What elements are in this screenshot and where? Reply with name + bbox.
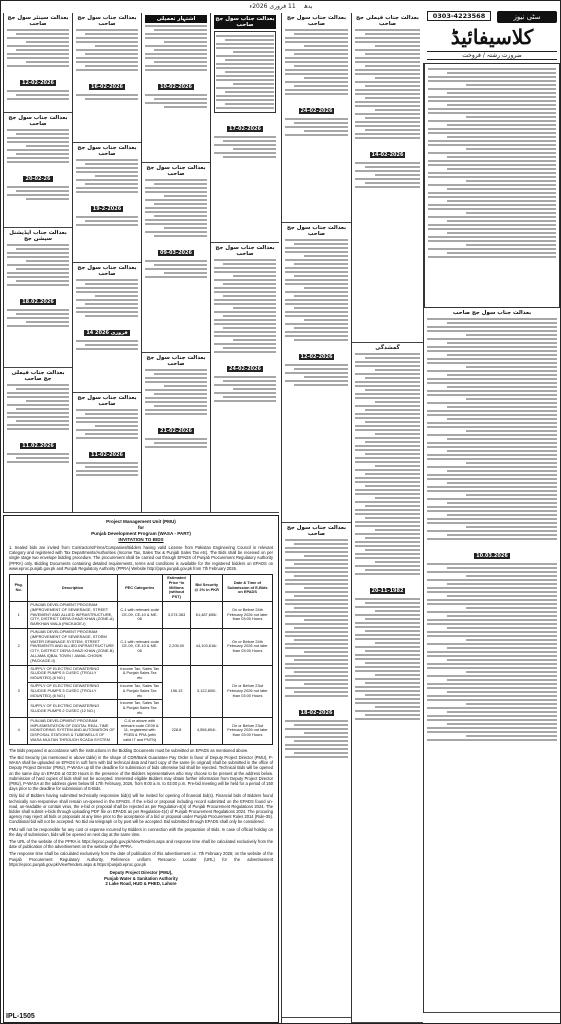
tender-paragraph: Only bid of Bidders having submitted technically responsive bid(s) will be invited for opening of financial bid(s). Financial bids of Bidders found technically non-responsive shall remain un-opened in the EPADS. If the e-bid or proposal including record submitted on the EPADS found un-read, un-readable or contain virus, the e-bid or proposal shall be rejected as per Regulation-4(4) of Punjab Procurement Regulations 2024. The bidder shall submit e-bids through uploading PDF file on EPADS as per Regulation-4(4) of Punjab Procurement Regulations 2024. The procuring agency may reject all bids or proposals at any time prior to the acceptance of a bid or proposal under Punjab Procurement Rules 2014 (Rule-35). Conditional bid will not be accepted. No Bid via telegraph or by post will be accepted. Bid submitted through EPADS shall only be considered.	[9, 793, 273, 825]
notice-column-1	[3, 13, 72, 513]
tender-col-header: Bid Security @ 2% in PKR	[191, 575, 223, 602]
notice-heading: بعدالت جناب سول جج صاحب	[215, 245, 275, 257]
notice-date: 24-02-2026	[300, 108, 333, 114]
tender-col-header: Description	[28, 575, 117, 602]
notice-date: 12-02-2026	[22, 80, 54, 86]
notice	[424, 308, 560, 1013]
notice-date: 14-02-2026	[371, 152, 404, 158]
notice-heading: بعدالت جناب سول جج صاحب	[77, 395, 137, 407]
notice-date: 14 فروری 2026	[86, 330, 128, 336]
table-cell: 4	[10, 717, 28, 744]
notice-date: 20-02-26	[25, 176, 51, 182]
notice-heading: بعدالت جناب سول جج صاحب	[77, 265, 137, 277]
tender-program: Punjab Development Program (WASA - PART)	[91, 531, 191, 536]
notice-heading: بعدالت جناب فیملی جج صاحب	[11, 370, 65, 382]
tender-col-header: Pkg. No.	[10, 575, 28, 602]
table-cell: C-6 or above with relevant code CE09 & 11, registered with PSEB & PRA (with valid IT and PNTN)	[117, 717, 162, 744]
notice	[4, 228, 72, 368]
tender-col-header: PEC Categories	[117, 575, 162, 602]
notice	[73, 143, 141, 263]
notice-heading: اشتہار تعمیلی	[145, 15, 207, 23]
notice-heading: بعدالت جناب سول جج صاحب	[215, 16, 275, 28]
notice-date: 20-11-1982	[371, 588, 404, 594]
day-text: بدھ	[303, 3, 313, 10]
classified-masthead	[425, 11, 559, 61]
notice-heading: بعدالت جناب سول جج صاحب	[286, 15, 347, 27]
notice	[4, 13, 72, 113]
notice	[211, 13, 279, 243]
notice-date: 11.02.2026	[22, 443, 54, 449]
table-cell: Income Tax, Sales Tax & Punjab Sales Tax etc	[117, 682, 162, 699]
notice-date: 24-02-2026	[229, 366, 261, 372]
notice	[73, 13, 141, 143]
tender-notice	[3, 515, 279, 1023]
table-cell: 2,205.00	[162, 628, 191, 665]
notice	[142, 163, 210, 353]
table-cell: SUPPLY OF ELECTRIC DEWATERING SLUDGE PUMPS 2 CUSEC (12 NO.)	[28, 700, 117, 717]
notice	[73, 263, 141, 393]
classified-title: کلاسیفائیڈ	[450, 25, 534, 49]
notice	[282, 13, 351, 223]
tender-paragraph: The response time shall be calculated exclusively from the date of publication of this advertisement i.e. 7th February 2026; on the website of the Punjab Procurement Regulatory Authority, Reference uniform Resource Locator (URL) for the advertisement https://eproc.punjab.gov.pk/ViewTenders.aspx & https://punjab.eproc.gov.pk	[9, 851, 273, 867]
table-cell: On or Before 23rd February 2026 not later than 03:00 Hours	[223, 717, 273, 744]
notice	[282, 223, 351, 523]
classified-strip: ضرورت رشتہ / فروخت	[427, 51, 557, 60]
notice-heading: بعدالت جناب فیملی جج صاحب	[356, 15, 419, 27]
notice-column-3	[141, 13, 210, 513]
signature-line: Deputy Project Director (PMU),	[109, 869, 173, 875]
notice-column-6	[351, 13, 423, 1023]
notice-date: 21-02-2026	[160, 428, 192, 434]
classified-badge: سٹی نیوز	[497, 11, 557, 23]
notice	[4, 113, 72, 228]
table-cell: 3,074.383	[162, 602, 191, 629]
table-cell: Income Tax, Sales Tax & Punjab Sales Tax etc	[117, 665, 162, 682]
tender-intro: 1. Sealed bids are invited from Contractors/Firms/Companies/Bidders having valid License from Pakistan Engineering Council in relevant Category and registered with Tax Departments/Authorities (Income Tax, Sales Tax & Punjab Sales Tax etc). The Bids shall be received on per single stage two envelope bidding procedure. The procurement shall be carried out through EPADS of Punjab Procurement Regulatory Authority (PPRA) only. Bidding Documents containing detailed requirements, terms and conditions is available for the registered bidders on EPADS on www.eproc.punjab.gov.pk and Punjab Regulatory Authority (PPRA) Website http://ppra.punjab.gov.pk from 7th February 2026.	[9, 545, 273, 571]
ipl-code: IPL-1505	[6, 1013, 35, 1020]
notice-date: 18-02-2026	[300, 710, 333, 716]
classified-ad	[424, 63, 560, 308]
table-cell: PUNJAB DEVELOPMENT PROGRAM (IMPROVEMENT OF SEWERAGE, STREET PAVEMENT AND ALLIED INFRASTRUCTURE, CITY, DISTRICT DERA GHAZI KHAN (ZONE-A) BARKHAN WALA (PACKAGE-I)	[28, 602, 117, 629]
notice-date: 19-2-2026	[92, 206, 122, 212]
table-cell: 228.8	[162, 717, 191, 744]
tender-signature	[9, 870, 273, 887]
table-cell: 3	[10, 665, 28, 717]
table-cell: 156.13	[162, 665, 191, 717]
notice-column-2	[72, 13, 141, 513]
signature-line: Punjab Water & Sanitation Authority	[104, 875, 178, 881]
tender-table-header	[10, 575, 273, 602]
notice-date: 16-02-2026	[91, 84, 123, 90]
notice-heading: بعدالت جناب ایڈیشنل سیشن جج	[9, 230, 67, 242]
table-row	[10, 628, 273, 665]
tender-col-header: Date & Time of Submission of E-Bids on EPADS	[223, 575, 273, 602]
table-cell: 4,556,804/-	[191, 717, 223, 744]
notice	[73, 393, 141, 513]
classified-phone: 0303-4223568	[427, 11, 491, 21]
notice-date: 17-02-2026	[229, 126, 261, 132]
notice-heading: بعدالت جناب سول جج صاحب	[77, 145, 137, 157]
date-text: 11 فروری 2026ء	[249, 3, 296, 10]
notice-heading: بعدالت جناب سول جج صاحب	[146, 355, 206, 367]
signature-line: 2 Lake Road, HUD & PHED, Lahore	[105, 881, 177, 887]
notice-heading: بعدالت جناب سول جج صاحب	[452, 310, 532, 316]
dateline	[151, 3, 411, 13]
notice	[211, 243, 279, 513]
notice-date: 18.02.2026	[22, 299, 54, 305]
notice	[282, 523, 351, 1018]
table-cell: On or Before 24th February 2026 not later than 03:00 Hours	[223, 602, 273, 629]
table-cell: C-1 with relevant code CE-09, CE-10 & ME-06	[117, 628, 162, 665]
notice	[142, 353, 210, 513]
notice-heading: بعدالت جناب سول جج صاحب	[146, 165, 206, 177]
notice-column-4	[210, 13, 279, 513]
tender-paragraph: PMU will not be responsible for any cost or expense incurred by Bidders in connection with the preparation of Bids. In case of official holiday on the day of submission, bids will be opened on next day at the same time.	[9, 826, 273, 837]
tender-paragraph: The Bids prepared in accordance with the instructions in the Bidding Documents must be submitted on EPADS as mentioned above.	[9, 747, 249, 753]
table-cell: 61,487,655/-	[191, 602, 223, 629]
notice-heading: بعدالت جناب سول جج صاحب	[77, 15, 137, 27]
table-cell: PUNJAB DEVELOPMENT PROGRAM IMPLEMENTATION OF DIGITAL REAL-TIME MONITORING SYSTEM AND AUTOMATION OF DISPOSAL STATIONS & TUBEWELLS OF WASA MULTAN THROUGH SCADA SYSTEM	[28, 717, 117, 744]
table-cell: C-1 with relevant code CE-09, CE-10 & ME-06	[117, 602, 162, 629]
table-cell: On or Before 23rd February 2026 not later than 03:00 Hours	[223, 665, 273, 717]
notice-date: 09-03-2026	[160, 250, 192, 256]
table-row	[10, 665, 273, 682]
tender-for: for	[137, 525, 145, 530]
notice	[142, 13, 210, 163]
classified-column	[423, 63, 560, 1013]
notice-column-5	[281, 13, 351, 1023]
tender-unit: Project Management Unit (PMU)	[106, 519, 176, 524]
notice-date: 11-02-2026	[91, 452, 123, 458]
table-cell: 44,103,616/-	[191, 628, 223, 665]
table-cell: On or Before 24th February 2026 not later than 03:00 Hours	[223, 628, 273, 665]
table-cell: Income Tax, Sales Tax & Punjab Sales Tax etc	[117, 700, 162, 717]
notice-date: 10-02-2026	[160, 84, 192, 90]
tender-paragraph: The URL of the website of the PPRA is https://eproc.punjab.gov.pk/ViewTenders.aspx and response time shall be calculated exclusively from the date of publication of the advertisement on the website of the PPRA.	[9, 838, 273, 850]
tender-table	[9, 574, 273, 745]
table-cell: SUPPLY OF ELECTRIC DEWATERING SLUDGE PUMPS 3 CUSEC (TROLLY MOUNTED) (6 NO.)	[28, 682, 117, 699]
tender-invitation: INVITATION TO BIDS	[118, 537, 164, 542]
notice-heading: بعدالت جناب سول جج صاحب	[286, 525, 347, 537]
tender-col-header: Estimated Price *in Millions (without PST)	[162, 575, 191, 602]
notice	[4, 368, 72, 513]
table-cell: 1	[10, 602, 28, 629]
table-cell: SUPPLY OF ELECTRIC DEWATERING SLUDGE PUMPS 5 CUSEC (TROLLY MOUNTED) (6 NO.)	[28, 665, 117, 682]
table-cell: PUNJAB DEVELOPMENT PROGRAM (IMPROVEMENT OF SEWERAGE, STORM WATER DRAINAGE SYSTEM, STREET PAVEMENTS AND ALLIED INFRASTRUCTURE CITY, DISTRICT DERA GHAZI KHAN (ZONE-B) ALLAMA IQBAL TOWN / JAMAL CHOWK (PACKAGE-II)	[28, 628, 117, 665]
notice-date: 10.03.2026	[476, 553, 508, 559]
notice-heading: بعدالت جناب سول جج صاحب	[286, 225, 347, 237]
tender-paragraph: The Bid Security (as mentioned in above table) in the shape of CDR/Bank Guarantee Pay Order in favor of Deputy Project Director (PMU), P-WASA shall be uploaded on EPADS in soft form with bid technical data and hard copy of the same (in original) shall be submitted in the office of Deputy Project Director (PMU), P-WASA up till the deadline for submission of bids otherwise bid shall be rejected. Technical Bids will be opened on the same day on EPADS at 03:30 Hours in the presence of the Bidders representatives who may choose to be present at the address below. Submission of hard copies of bids shall not be accepted. Interested eligible Bidders may obtain further information from Deputy Project Director (PMU), P-WASA at the address given below till 17th February, 2026, from 9:00 a.m. to 03:00 p.m. Pre-bid meeting will be held for a period of 150 days prior to the deadline for submission of E-Bids.	[9, 754, 273, 792]
notice	[352, 13, 423, 343]
table-cell: 3,122,600/-	[191, 665, 223, 717]
notice-heading: بعدالت سینئر سول جج صاحب	[7, 15, 69, 27]
notice	[352, 343, 423, 1023]
notice-heading: گمشدگی	[375, 345, 400, 351]
notice-date: 12-02-2026	[300, 354, 333, 360]
table-row	[10, 602, 273, 629]
table-cell: 2	[10, 628, 28, 665]
notice-heading: بعدالت جناب سول جج صاحب	[8, 115, 68, 127]
table-row	[10, 717, 273, 744]
